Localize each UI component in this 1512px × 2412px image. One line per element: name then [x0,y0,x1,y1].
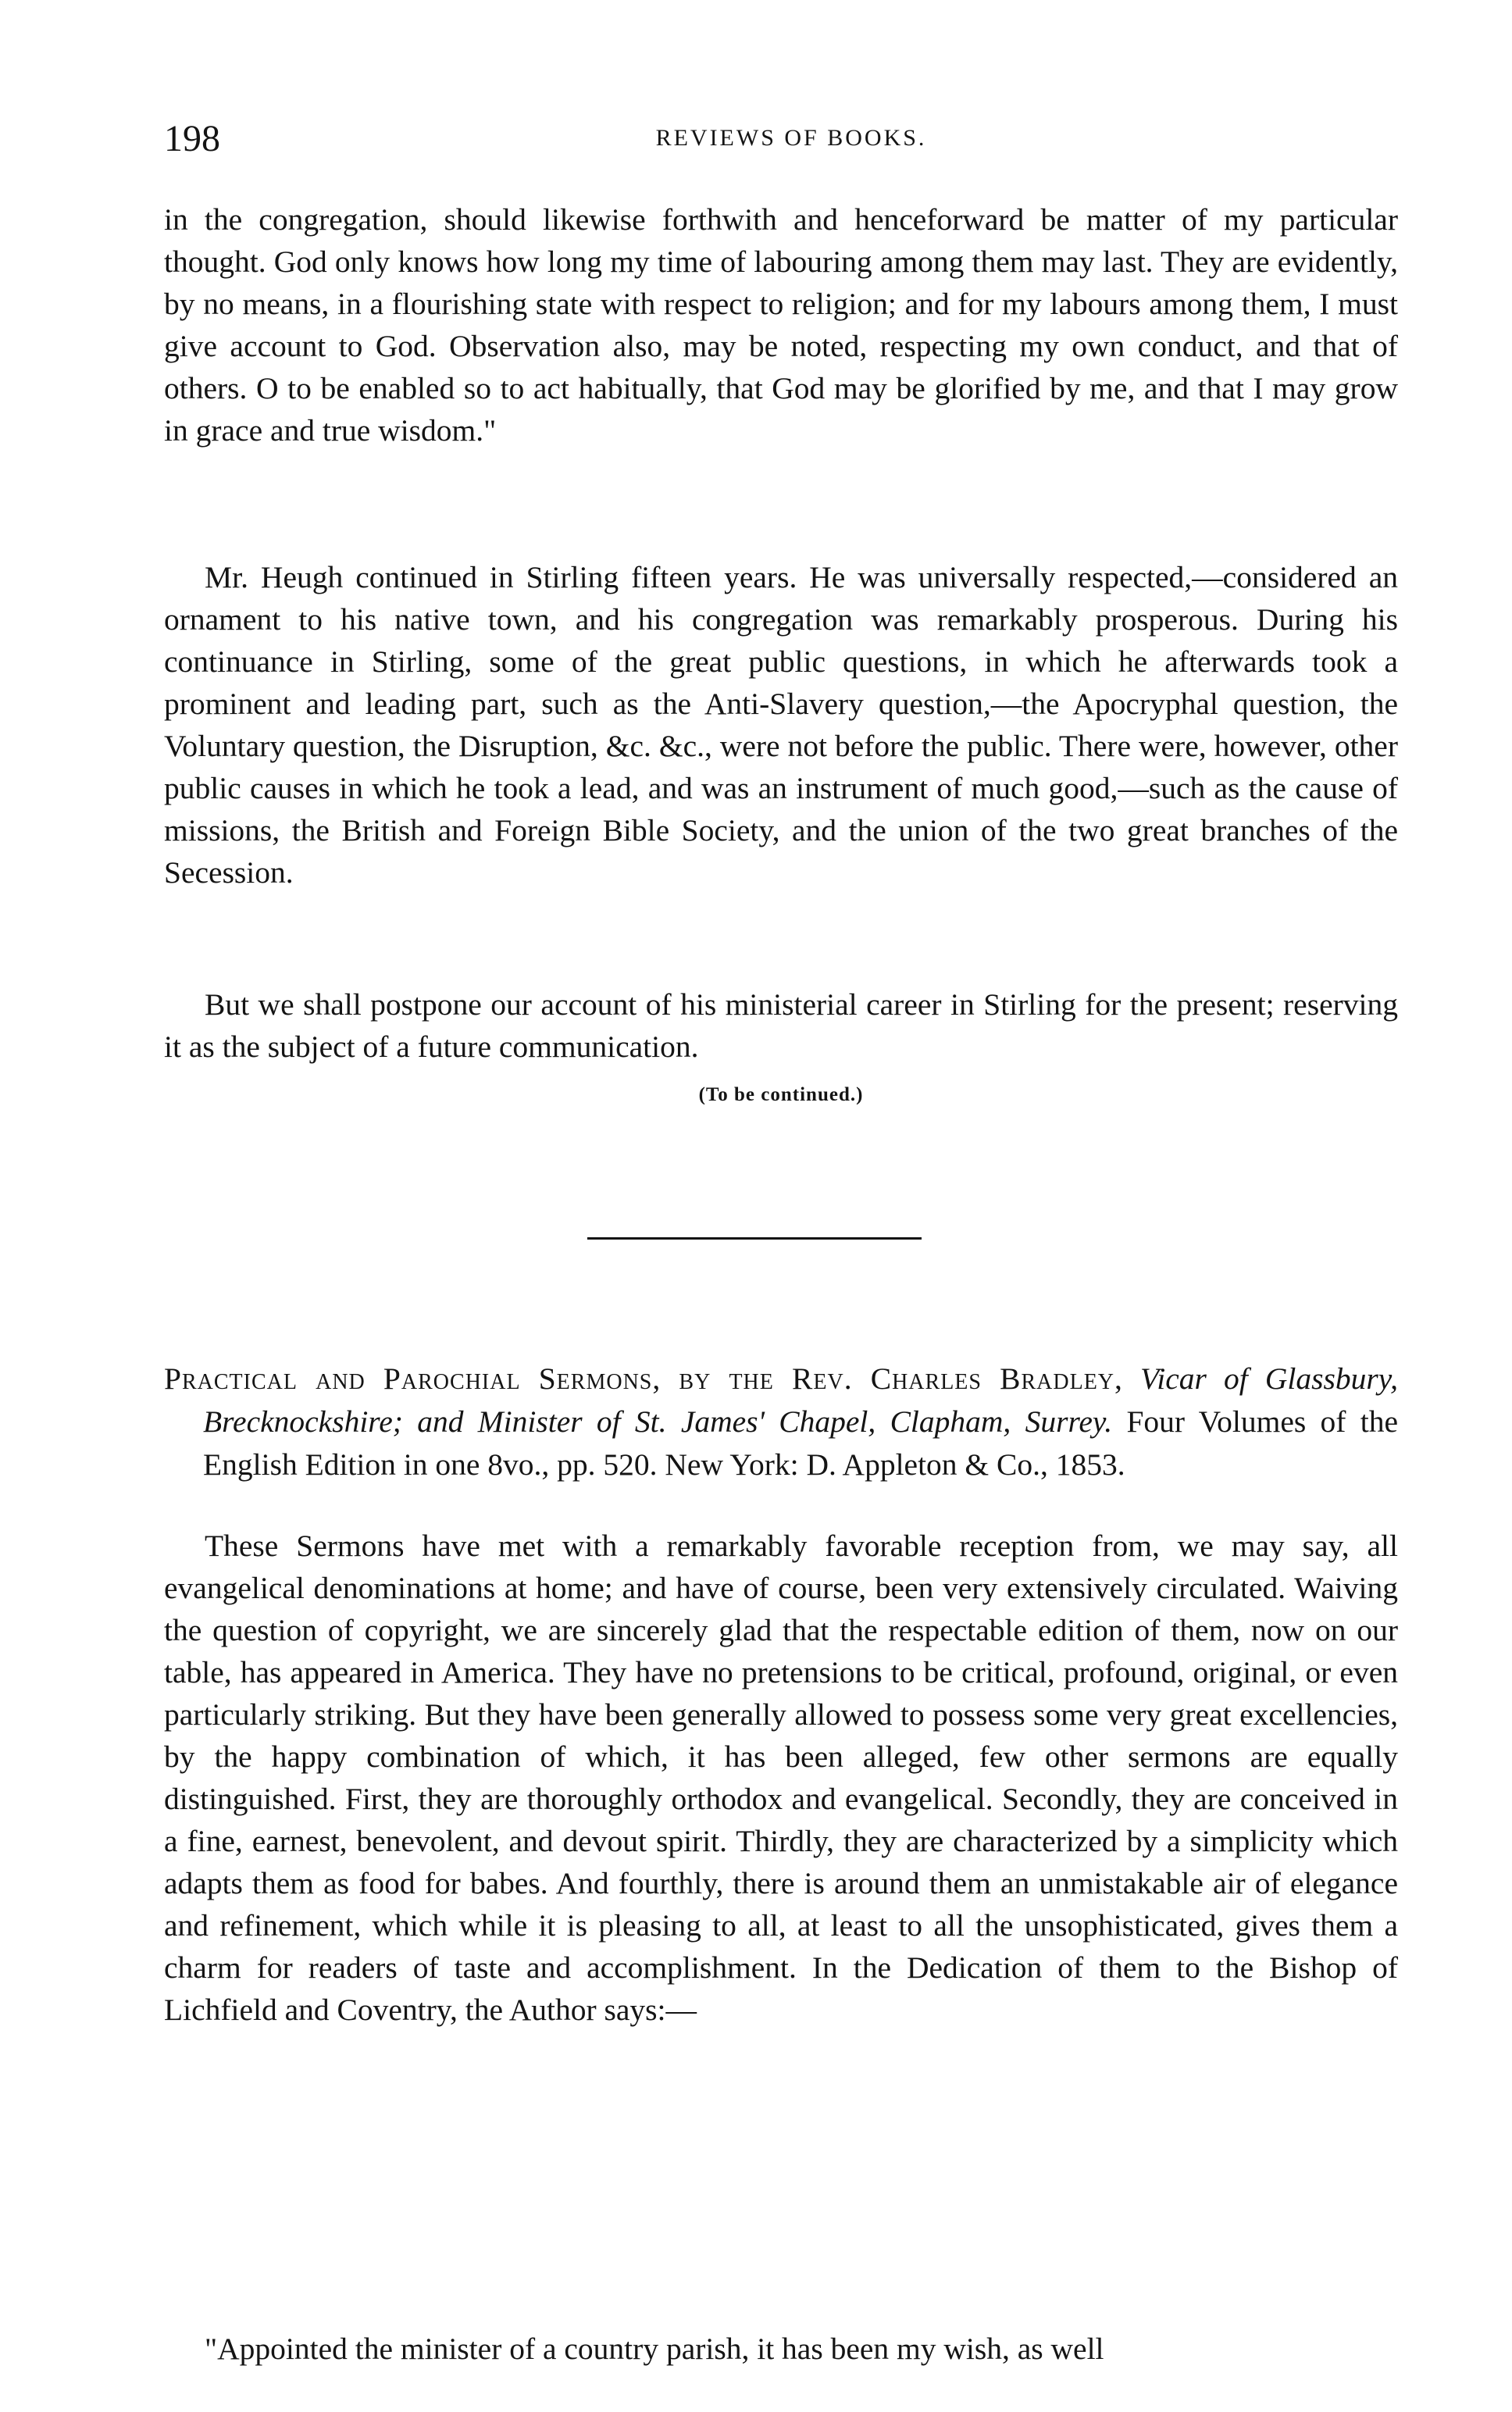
paragraph-text: Mr. Heugh continued in Stirling fifteen years. He was universally respected,—considered an ornament to his native town, and his congregation was remarkably prosperous. During his continuance in Stirling, some of the great public questions, in which he afterwards took a prominent and leading part, such as the Anti-Slavery question,—the Apocryphal question, the Voluntary question, the Disruption, &c. &c., were not before the public. There were, however, other public causes in which he took a lead, and was an instrument of much good,—such as the cause of missions, the British and Foreign Bible Society, and the union of the two great branches of the Secession. [164,560,1398,890]
quote-text: "Appointed the minister of a country parish, it has been my wish, as well [205,2332,1104,2366]
paragraph-heugh-stirling [164,556,1398,894]
section-divider [587,1237,922,1240]
review-title: Practical and Parochial Sermons, by the Rev. Charles Bradley, [164,1361,1123,1396]
review-subtitle: Vicar of Glassbury, Brecknockshire; and Minister of St. James' Chapel, Clapham, Surrey. [203,1361,1398,1439]
running-title: REVIEWS OF BOOKS. [655,125,927,151]
review-body [164,1525,1398,2031]
continued-note: (To be continued.) [698,1084,864,1105]
review-details: Four Volumes of the English Edition in one 8vo., pp. 520. New York: D. Appleton & Co., 1853. [203,1404,1398,1482]
paragraph-text: But we shall postpone our account of his ministerial career in Stirling for the present; reserving it as the subject of a future communication. [164,987,1398,1064]
review-quote [164,2328,1398,2370]
page-header [164,117,1418,164]
paragraph-postpone [164,983,1398,1068]
paragraph-text: in the congregation, should likewise forthwith and henceforward be matter of my particular thought. God only knows how long my time of labouring among them may last. They are evidently, by no means, in a flourishing state with respect to religion; and for my labours among them, I must give account to God. Observation also, may be noted, respecting my own conduct, and that of others. O to be enabled so to act habitually, that God may be glorified by me, and that I may grow in grace and true wisdom." [164,202,1398,448]
paragraph-quote-end [164,198,1398,451]
page-number: 198 [164,118,220,159]
paragraph-text: These Sermons have met with a remarkably favorable reception from, we may say, all evangelical denominations at home; and have of course, been very extensively circulated. Waiving the question of copyright, we are sincerely glad that the respectable edition of them, now on our table, has appeared in America. They have no pretensions to be critical, profound, original, or even particularly striking. But they have been generally allowed to possess some very great excellencies, by the happy combination of which, it has been alleged, few other sermons are equally distinguished. First, they are thoroughly orthodox and evangelical. Secondly, they are conceived in a fine, earnest, benevolent, and devout spirit. Thirdly, they are characterized by a simplicity which adapts them as food for babes. And fourthly, there is around them an unmistakable air of elegance and refinement, which while it is pleasing to all, at least to all the unsophisticated, gives them a charm for readers of taste and accomplishment. In the Dedication of them to the Bishop of Lichfield and Coventry, the Author says:— [164,1529,1398,2027]
review-heading [164,1358,1398,1486]
